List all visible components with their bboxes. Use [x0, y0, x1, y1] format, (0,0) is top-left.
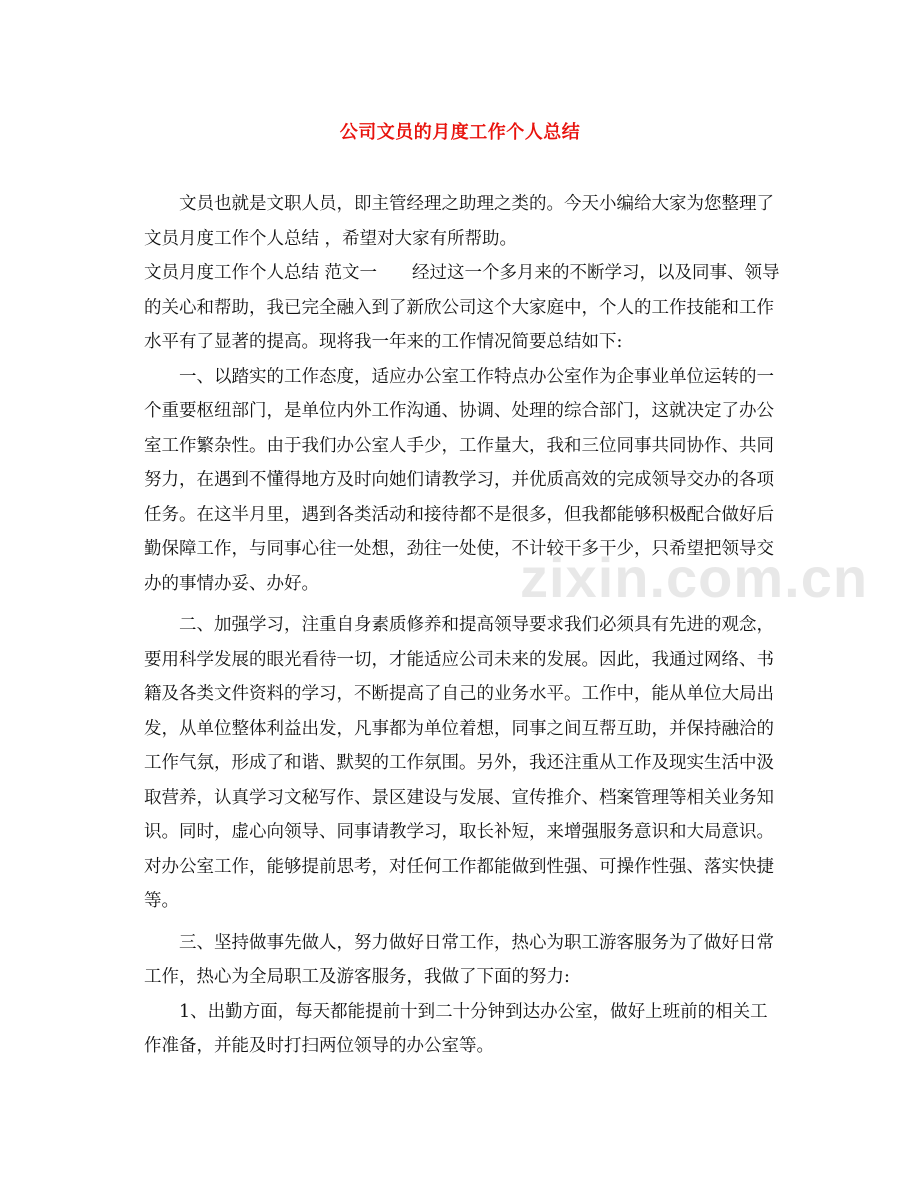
watermark: zixin.com.cn: [520, 546, 869, 609]
paragraph-sample-one: 文员月度工作个人总结 范文一 经过这一个多月来的不断学习，以及同事、领导的关心和帮助，我已完全融入到了新欣公司这个大家庭中，个人的工作技能和工作水平有了显著的提高。现将我一年来的工作情况简要总结如下:: [144, 263, 780, 352]
paragraph-intro: 文员也就是文职人员，即主管经理之助理之类的。今天小编给大家为您整理了文员月度工作个人总结 ，希望对大家有所帮助。: [144, 194, 774, 249]
document-title: 公司文员的月度工作个人总结: [339, 122, 581, 143]
paragraph-section-two: 二、加强学习，注重自身素质修养和提高领导要求我们必须具有先进的观念，要用科学发展的眼光看待一切，才能适应公司未来的发展。因此，我通过网络、书籍及各类文件资料的学习，不断提高了自己的业务水平。工作中，能从单位大局出发，从单位整体利益出发，凡事都为单位着想，同事之间互帮互助，并保持融洽的工作气氛，形成了和谐、默契的工作氛围。另外，我还注重从工作及现实生活中汲取营养，认真学习文秘写作、景区建设与发展、宣传推介、档案管理等相关业务知识。同时，虚心向领导、同事请教学习，取长补短，来增强服务意识和大局意识。对办公室工作，能够提前思考，对任何工作都能做到性强、可操作性强、落实快捷等。: [144, 615, 774, 911]
paragraph-section-three: 三、坚持做事先做人，努力做好日常工作，热心为职工游客服务为了做好日常工作，热心为全局职工及游客服务，我做了下面的努力:: [144, 932, 774, 987]
document-body: [144, 187, 784, 1064]
paragraph-section-one: 一、以踏实的工作态度，适应办公室工作特点办公室作为企事业单位运转的一个重要枢纽部门，是单位内外工作沟通、协调、处理的综合部门，这就决定了办公室工作繁杂性。由于我们办公室人手少，工作量大，我和三位同事共同协作、共同努力，在遇到不懂得地方及时向她们请教学习，并优质高效的完成领导交办的各项任务。在这半月里，遇到各类活动和接待都不是很多，但我都能够积极配合做好后勤保障工作，与同事心往一处想，劲往一处使，不计较干多干少，只希望把领导交办的事情办妥、办好。: [144, 366, 774, 594]
paragraph-attendance: 1、出勤方面，每天都能提前十到二十分钟到达办公室，做好上班前的相关工作准备，并能及时打扫两位领导的办公室等。: [144, 1001, 768, 1056]
